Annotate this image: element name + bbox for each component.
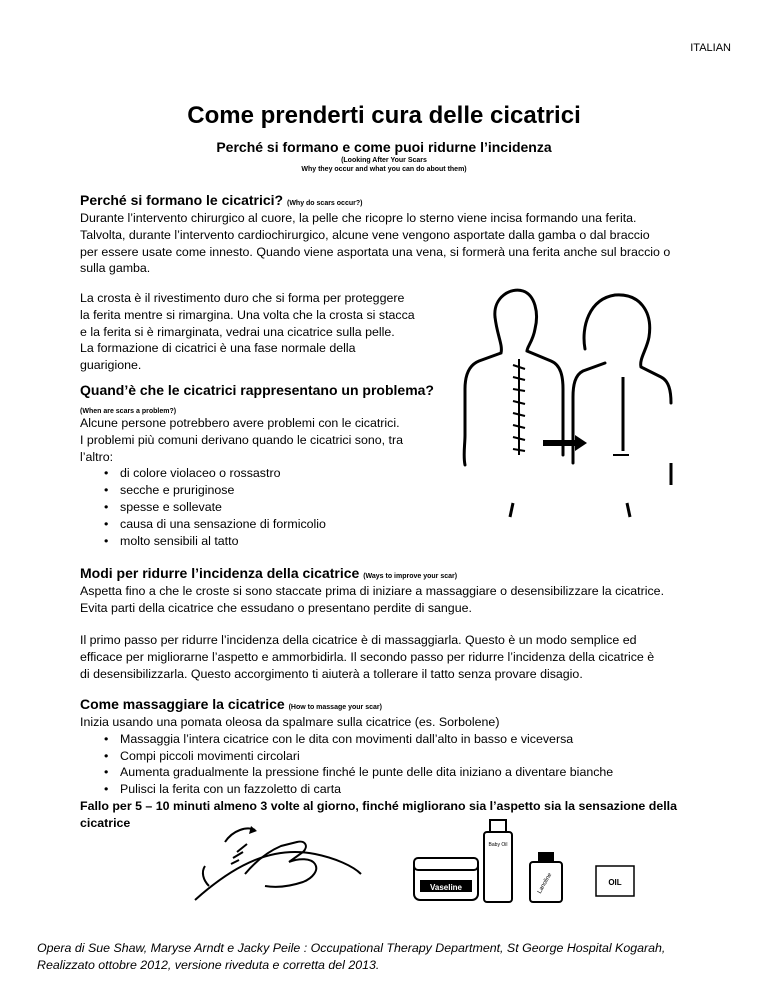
heading-english: (How to massage your scar): [288, 704, 382, 711]
page-subtitle: Perché si formano e come puoi ridurne l’incidenza: [216, 139, 552, 155]
subtitle-english-line-1: (Looking After Your Scars: [341, 157, 427, 164]
text-line: l’altro:: [80, 449, 114, 464]
left-figure-outline-left: [464, 317, 501, 465]
page-title: Come prenderti cura delle cicatrici: [187, 102, 581, 129]
text-line: I problemi più comuni derivano quando le cicatrici sono, tra: [80, 432, 404, 447]
vaseline-label: Vaseline: [429, 883, 463, 892]
baby-oil-label: Baby Oil: [488, 842, 508, 848]
text-line: efficace per migliorarne l’aspetto e ammorbidirla. Il secondo passo per ridurre l’incidenza della cicatrice è: [80, 649, 655, 664]
text-line: La formazione di cicatrici è una fase normale della: [80, 341, 356, 356]
language-label: ITALIAN: [690, 42, 731, 54]
subtitle-english: [0, 156, 768, 174]
section-heading-massage: [80, 696, 382, 712]
lanoline-cap: [538, 852, 554, 862]
heading-text: Come massaggiare la cicatrice: [80, 696, 285, 712]
section-heading-improve: [80, 565, 457, 581]
text-line: La crosta è il rivestimento duro che si forma per proteggere: [80, 291, 405, 305]
text-line: Alcune persone potrebbero avere problemi con le cicatrici.: [80, 416, 400, 430]
text-line: Inizia usando una pomata oleosa da spalmare sulla cicatrice (es. Sorbolene): [80, 715, 500, 729]
section-heading-problem-english: (When are scars a problem?): [80, 408, 177, 415]
heading-text: Perché si formano le cicatrici?: [80, 192, 284, 208]
list-item: • molto sensibili al tatto: [80, 533, 460, 550]
list-item: • Pulisci la ferita con un fazzoletto di carta: [80, 781, 740, 798]
section-paragraph-why-scars: [80, 210, 720, 277]
list-item: • Aumenta gradualmente la pressione finché le punte delle dita iniziano a diventare bianche: [80, 764, 740, 781]
list-item: • di colore violaceo o rossastro: [80, 465, 460, 482]
section-paragraph-massage: [80, 714, 740, 832]
problem-bullet-list: [80, 465, 460, 549]
list-item: • Compi piccoli movimenti circolari: [80, 748, 740, 765]
footer-line: Opera di Sue Shaw, Maryse Arndt e Jacky Peile : Occupational Therapy Department, St George Hospital Kogarah,: [37, 941, 666, 955]
torso-scar-illustration: [455, 285, 675, 550]
text-line: di desensibilizzarla. Questo accorgimento ti aiuterà a tollerare il tatto senza provare disagio.: [80, 666, 583, 681]
text-line: Durante l’intervento chirurgico al cuore, la pelle che ricopre lo sterno viene incisa formando una ferita.: [80, 211, 637, 225]
list-item: • Massaggia l’intera cicatrice con le dita con movimenti dall’alto in basso e viceversa: [80, 731, 740, 748]
heading-text: Modi per ridurre l’incidenza della cicatrice: [80, 565, 360, 581]
arm-outline: [195, 852, 361, 900]
massage-hand-illustration: [185, 822, 365, 904]
finger-strokes: [231, 844, 247, 864]
text-line: Il primo passo per ridurre l’incidenza della cicatrice è di massaggiarla. Questo è un modo semplice ed: [80, 633, 637, 647]
section-paragraph-problem: [80, 415, 460, 549]
text-line: Evita parti della cicatrice che essudano o presentano perdite di sangue.: [80, 600, 472, 615]
text-line-bold: cicatrice: [80, 815, 131, 830]
baby-oil-cap: [490, 820, 506, 832]
section-paragraph-improve-1: [80, 583, 730, 617]
heading-english: (Ways to improve your scar): [363, 573, 458, 580]
text-line: Talvolta, durante l’intervento cardiochirurgico, alcune vene vengono asportate dalla gamba o dal braccio: [80, 227, 650, 242]
raised-scar-mark: [513, 359, 525, 455]
text-line: sulla gamba.: [80, 261, 151, 276]
motion-arrow-icon: [249, 826, 257, 834]
text-line: la ferita mentre si rimargina. Una volta che la crosta si stacca: [80, 307, 415, 322]
hand-outline: [245, 842, 316, 887]
text-line: guarigione.: [80, 358, 142, 373]
list-item: • spesse e sollevate: [80, 499, 460, 516]
section-heading-why-scars: [80, 192, 362, 208]
vaseline-lid: [414, 858, 478, 870]
text-line: Aspetta fino a che le croste si sono staccate prima di iniziare a massaggiare o desensibilizzare la cicatrice.: [80, 584, 665, 598]
footer-credits: [37, 940, 737, 973]
oil-label: OIL: [608, 878, 622, 887]
list-item: • causa di una sensazione di formicolio: [80, 516, 460, 533]
left-figure-leg: [510, 503, 513, 517]
text-line-bold: Fallo per 5 – 10 minuti almeno 3 volte al giorno, finché migliorano sia l’aspetto sia la sensazione della: [80, 798, 677, 813]
massage-bullet-list: [80, 731, 740, 798]
motion-curve-lower: [203, 866, 209, 886]
heading-english: (Why do scars occur?): [286, 200, 363, 207]
right-figure-leg: [627, 503, 630, 517]
section-paragraph-improve-2: [80, 632, 730, 682]
right-figure-outline-right: [584, 295, 671, 403]
text-line: e la ferita si è rimarginata, vedrai una cicatrice sulla pelle.: [80, 324, 395, 339]
section-heading-problem: Quand’è che le cicatrici rappresentano un problema?: [80, 382, 434, 398]
arrow-right-icon: [575, 435, 587, 451]
section-paragraph-scab: [80, 290, 460, 374]
subtitle-english-line-2: Why they occur and what you can do about them): [301, 166, 467, 173]
text-line: per essere usate come innesto. Quando viene asportata una vena, si formerà una ferita anche sul braccio o: [80, 244, 671, 259]
list-item: • secche e pruriginose: [80, 482, 460, 499]
left-figure-outline-right: [495, 290, 563, 455]
lanoline-label: Lanoline: [536, 872, 554, 895]
products-illustration: [410, 818, 650, 908]
footer-line: Realizzato ottobre 2012, versione riveduta e corretta del 2013.: [37, 957, 380, 972]
